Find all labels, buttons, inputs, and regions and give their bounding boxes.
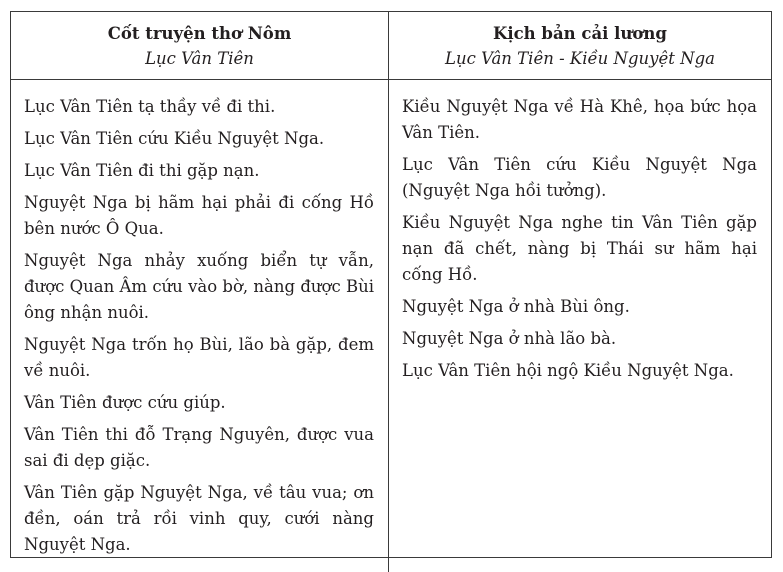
list-item: Nguyệt Nga ở nhà Bùi ông. bbox=[402, 297, 630, 316]
list-item: Lục Vân Tiên cứu Kiều Nguyệt Nga. bbox=[24, 129, 325, 148]
right-column bbox=[389, 80, 771, 572]
list-item: Vân Tiên được cứu giúp. bbox=[24, 393, 226, 412]
list-item: Lục Vân Tiên hội ngộ Kiều Nguyệt Nga. bbox=[402, 361, 734, 380]
list-item: Vân Tiên thi đỗ Trạng Nguyên, được vua sai đi dẹp giặc. bbox=[24, 425, 374, 470]
header-left-title: Cốt truyện thơ Nôm bbox=[107, 24, 292, 43]
list-item: Nguyệt Nga bị hãm hại phải đi cống Hồ bên nước Ô Qua. bbox=[24, 193, 374, 238]
comparison-table bbox=[10, 11, 772, 558]
header-left-subtitle: Lục Vân Tiên bbox=[145, 49, 254, 68]
list-item: Kiều Nguyệt Nga nghe tin Vân Tiên gặp nạn đã chết, nàng bị Thái sư hãm hại cống Hồ. bbox=[402, 213, 757, 284]
list-item: Lục Vân Tiên tạ thầy về đi thi. bbox=[24, 97, 276, 116]
list-item: Lục Vân Tiên đi thi gặp nạn. bbox=[24, 161, 260, 180]
list-item: Nguyệt Nga nhảy xuống biển tự vẫn, được Quan Âm cứu vào bờ, nàng được Bùi ông nhận nuôi. bbox=[24, 251, 374, 322]
list-item: Vân Tiên gặp Nguyệt Nga, về tâu vua; ơn đền, oán trả rồi vinh quy, cưới nàng Nguyệt Nga. bbox=[24, 483, 374, 554]
left-column bbox=[11, 80, 389, 572]
list-item: Nguyệt Nga ở nhà lão bà. bbox=[402, 329, 617, 348]
list-item: Lục Vân Tiên cứu Kiều Nguyệt Nga (Nguyệt Nga hồi tưởng). bbox=[402, 155, 757, 200]
list-item: Nguyệt Nga trốn họ Bùi, lão bà gặp, đem về nuôi. bbox=[24, 335, 374, 380]
header-right bbox=[389, 12, 771, 80]
header-right-title: Kịch bản cải lương bbox=[493, 24, 667, 43]
list-item: Kiều Nguyệt Nga về Hà Khê, họa bức họa Vân Tiên. bbox=[402, 97, 757, 142]
header-left bbox=[11, 12, 389, 80]
header-right-subtitle: Lục Vân Tiên - Kiều Nguyệt Nga bbox=[445, 49, 715, 68]
